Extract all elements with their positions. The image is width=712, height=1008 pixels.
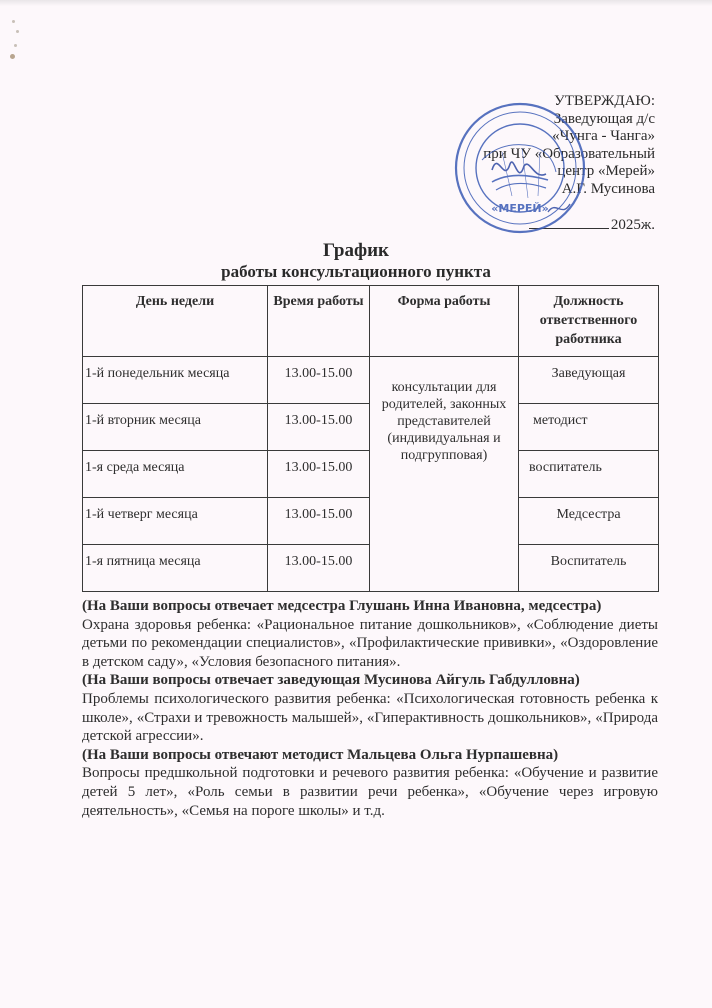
cell-time: 13.00-15.00 xyxy=(268,357,370,404)
cell-position: воспитатель xyxy=(519,451,659,498)
cell-time: 13.00-15.00 xyxy=(268,451,370,498)
cell-day: 1-й понедельник месяца xyxy=(83,357,268,404)
table-header-row xyxy=(83,286,659,357)
consultation-topics xyxy=(82,597,658,820)
cell-time: 13.00-15.00 xyxy=(268,545,370,592)
section-heading-nurse: (На Ваши вопросы отвечает медсестра Глушань Инна Ивановна, медсестра) xyxy=(82,598,602,614)
section-heading-head: (На Ваши вопросы отвечает заведующая Мусинова Айгуль Габдулловна) xyxy=(82,672,580,689)
cell-day: 1-й вторник месяца xyxy=(83,404,268,451)
approval-heading: УТВЕРЖДАЮ: xyxy=(554,93,655,109)
header-day: День недели xyxy=(83,286,268,357)
header-position: Должность ответственного работника xyxy=(519,286,659,357)
stamp-label: «МЕРЕЙ» xyxy=(491,202,549,215)
cell-day: 1-я среда месяца xyxy=(83,451,268,498)
cell-form-of-work: консультации для родителей, законных представителей (индивидуальная и подгрупповая) xyxy=(370,357,519,592)
date-blank-line xyxy=(529,216,609,229)
cell-time: 13.00-15.00 xyxy=(268,404,370,451)
section-text-head: Проблемы психологического развития ребенка: «Психологическая готовность ребенка к школе», «Страхи и тревожность малышей», «Гиперактивность дошкольников», «Природа детской агрессии». xyxy=(82,690,658,745)
table-row xyxy=(83,357,659,404)
approval-block xyxy=(483,93,655,235)
approval-line: «Чунга - Чанга» xyxy=(552,128,655,144)
schedule-table xyxy=(82,285,659,592)
header-time: Время работы xyxy=(268,286,370,357)
section-text-nurse: Охрана здоровья ребенка: «Рациональное питание дошкольников», «Соблюдение диеты детьми по рекомендации специалистов», «Профилактические прививки», «Оздоровление в детском саду», «Условия безопасного питания». xyxy=(82,616,658,670)
approval-date xyxy=(483,216,655,235)
cell-position: Медсестра xyxy=(519,498,659,545)
cell-day: 1-й четверг месяца xyxy=(83,498,268,545)
section-text-methodist: Вопросы предшкольной подготовки и речевого развития ребенка: «Обучение и развитие детей 5 лет», «Роль семьи в развитии речи ребенка», «Обучение через игровую деятельность», «Семья на пороге школы» и т.д. xyxy=(82,765,658,819)
approval-line: А.Г. Мусинова xyxy=(561,180,655,197)
approval-line: центр «Мерей» xyxy=(557,163,655,179)
cell-time: 13.00-15.00 xyxy=(268,498,370,545)
cell-position: Воспитатель xyxy=(519,545,659,592)
cell-day: 1-я пятница месяца xyxy=(83,545,268,592)
approval-date-year: 2025ж. xyxy=(610,217,655,233)
scan-artifact-marks xyxy=(10,20,24,60)
approval-line: Заведующая д/с xyxy=(553,110,655,127)
approval-line: при ЧУ «Образовательный xyxy=(483,145,655,162)
header-form: Форма работы xyxy=(370,286,519,357)
document-subtitle: работы консультационного пункта xyxy=(221,262,491,281)
cell-position: методист xyxy=(519,404,659,451)
section-heading-methodist: (На Ваши вопросы отвечают методист Мальцева Ольга Нурпашевна) xyxy=(82,746,559,763)
document-title: График xyxy=(323,240,389,261)
scan-edge xyxy=(0,0,712,6)
cell-position: Заведующая xyxy=(519,357,659,404)
